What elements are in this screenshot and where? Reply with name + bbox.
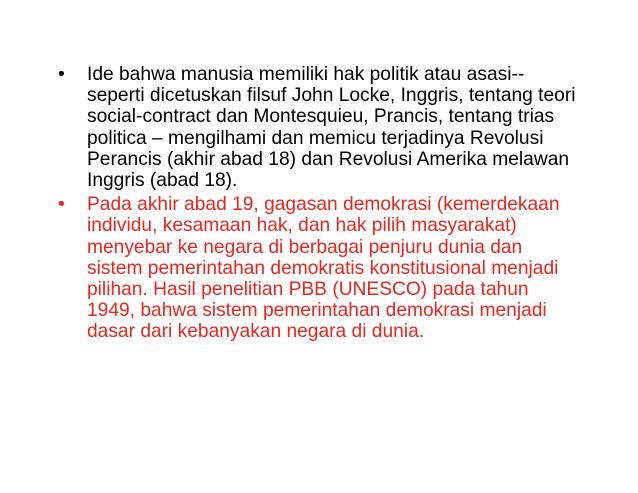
bullet-icon: • [58, 64, 65, 85]
bullet-text: Pada akhir abad 19, gagasan demokrasi (kemerdekaan individu, kesamaan hak, dan hak pilih masyarakat) menyebar ke negara di berbagai penjuru dunia dan sistem pemerintahan demokratis konstitusional menjadi pilihan. Hasil penelitian PBB (UNESCO) pada tahun 1949, bahwa sistem pemerintahan demokrasi menjadi dasar dari kebanyakan negara di dunia. [87, 194, 560, 343]
bullet-item-democracy-spread [58, 194, 578, 342]
bullet-item-revolutions [58, 64, 578, 191]
bullet-list [58, 64, 578, 346]
bullet-text: Ide bahwa manusia memiliki hak politik atau asasi-- seperti dicetuskan filsuf John Locke, Inggris, tentang teori social-contract dan Montesquieu, Prancis, tentang trias politica – mengilhami dan memicu terjadinya Revolusi Perancis (akhir abad 18) dan Revolusi Amerika melawan Inggris (abad 18). [87, 64, 576, 192]
bullet-icon: • [58, 194, 65, 216]
